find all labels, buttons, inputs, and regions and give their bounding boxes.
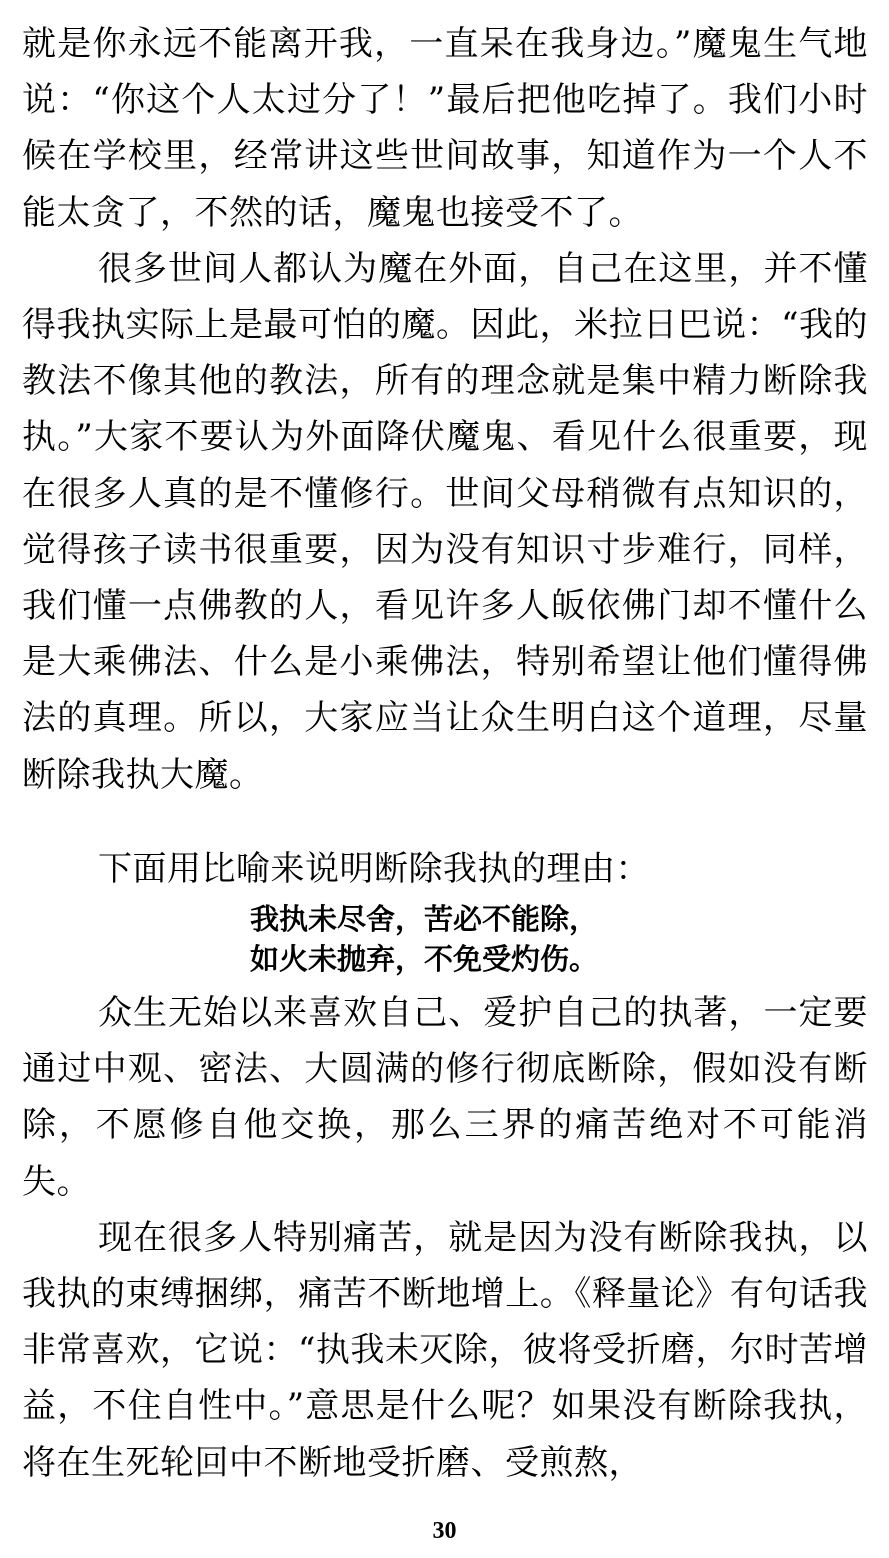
paragraph-2: 很多世间人都认为魔在外面，自己在这里，并不懂得我执实际上是最可怕的魔。因此，米拉日巴说：“我的教法不像其他的教法，所有的理念就是集中精力断除我执。”大家不要认为外面降伏魔鬼、看见什么很重要，现在很多人真的是不懂修行。世间父母稍微有点知识的，觉得孩子读书很重要，因为没有知识寸步难行，同样，我们懂一点佛教的人，看见许多人皈依佛门却不懂什么是大乘佛法、什么是小乘佛法，特别希望让他们懂得佛法的真理。所以，大家应当让众生明白这个道理，尽量断除我执大魔。 <box>22 248 868 795</box>
page-number: 30 <box>432 1518 457 1544</box>
verse-line-1: 我执未尽舍，苦必不能除， <box>250 902 599 937</box>
paragraph-1: 就是你永远不能离开我，一直呆在我身边。”魔鬼生气地说：“你这个人太过分了！”最后把他吃掉了。我们小时候在学校里，经常讲这些世间故事，知道作为一个人不能太贪了，不然的话，魔鬼也接受不了。 <box>22 24 868 233</box>
paragraph-4: 现在很多人特别痛苦，就是因为没有断除我执，以我执的束缚捆绑，痛苦不断地增上。《释量论》有句话我非常喜欢，它说：“执我未灭除，彼将受折磨，尔时苦增益，不住自性中。”意思是什么呢？如果没有断除我执，将在生死轮回中不断地受折磨、受煎熬， <box>22 1217 868 1483</box>
page-body <box>22 16 868 1491</box>
paragraph-3: 众生无始以来喜欢自己、爱护自己的执著，一定要通过中观、密法、大圆满的修行彻底断除，假如没有断除，不愿修自他交换，那么三界的痛苦绝对不可能消失。 <box>22 993 868 1202</box>
paragraph-verse-intro: 下面用比喻来说明断除我执的理由： <box>98 848 650 889</box>
verse-block <box>22 899 868 979</box>
verse-line-2: 如火未抛弃，不免受灼伤。 <box>250 942 599 977</box>
